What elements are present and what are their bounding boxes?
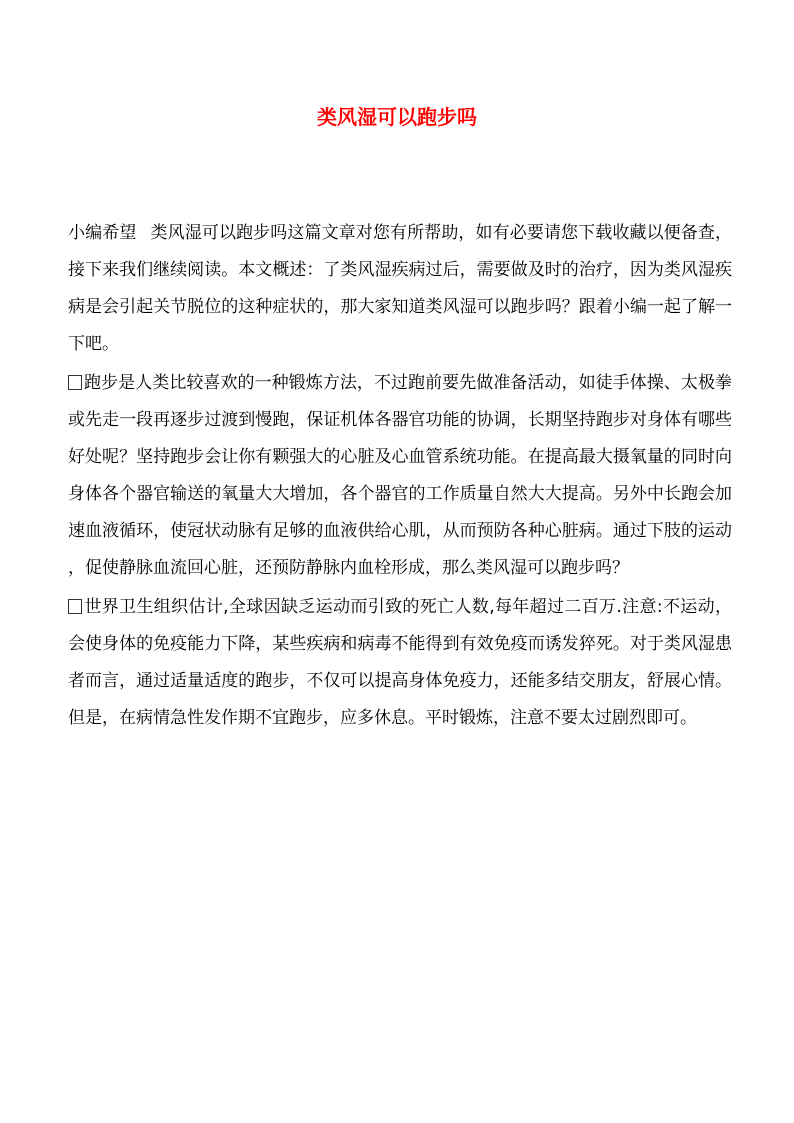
running-benefits-text: 跑步是人类比较喜欢的一种锻炼方法，不过跑前要先做准备活动，如徒手体操、太极拳或先走一段再逐步过渡到慢跑，保证机体各器官功能的协调，长期坚持跑步对身体有哪些好处呢？坚持跑步会让你有颗强大的心脏及心血管系统功能。在提高最大摄氧量的同时向身体各个器官输送的氧量大大增加，各个器官的工作质量自然大大提高。另外中长跑会加速血液循环，使冠状动脉有足够的血液供给心肌，从而预防各种心脏病。通过下肢的运动，促使静脉血流回心脏，还预防静脉内血栓形成，那么类风湿可以跑步吗？ xyxy=(68,373,732,578)
intro-prefix: 小编希望 xyxy=(68,223,137,243)
who-estimate-text: 世界卫生组织估计,全球因缺乏运动而引致的死亡人数,每年超过二百万.注意:不运动，会使身体的免疫能力下降，某些疾病和病毒不能得到有效免疫而诱发猝死。对于类风湿患者而言，通过适量适度的跑步，不仅可以提高身体免疫力，还能多结交朋友，舒展心情。但是，在病情急性发作期不宜跑步，应多休息。平时锻炼，注意不要太过剧烈即可。 xyxy=(68,597,732,728)
missing-glyph-box-icon xyxy=(68,375,82,390)
intro-paragraph xyxy=(68,215,732,363)
missing-glyph-box-icon xyxy=(68,599,82,614)
page-title: 类风湿可以跑步吗 xyxy=(317,105,477,129)
who-estimate-paragraph xyxy=(68,589,732,737)
running-benefits-paragraph xyxy=(68,365,732,587)
intro-text: 类风湿可以跑步吗这篇文章对您有所帮助，如有必要请您下载收藏以便备查，接下来我们继续阅读。本文概述：了类风湿疾病过后，需要做及时的治疗，因为类风湿疾病是会引起关节脱位的这种症状的，那大家知道类风湿可以跑步吗？跟着小编一起了解一下吧。 xyxy=(68,223,732,354)
article-body xyxy=(68,215,732,739)
